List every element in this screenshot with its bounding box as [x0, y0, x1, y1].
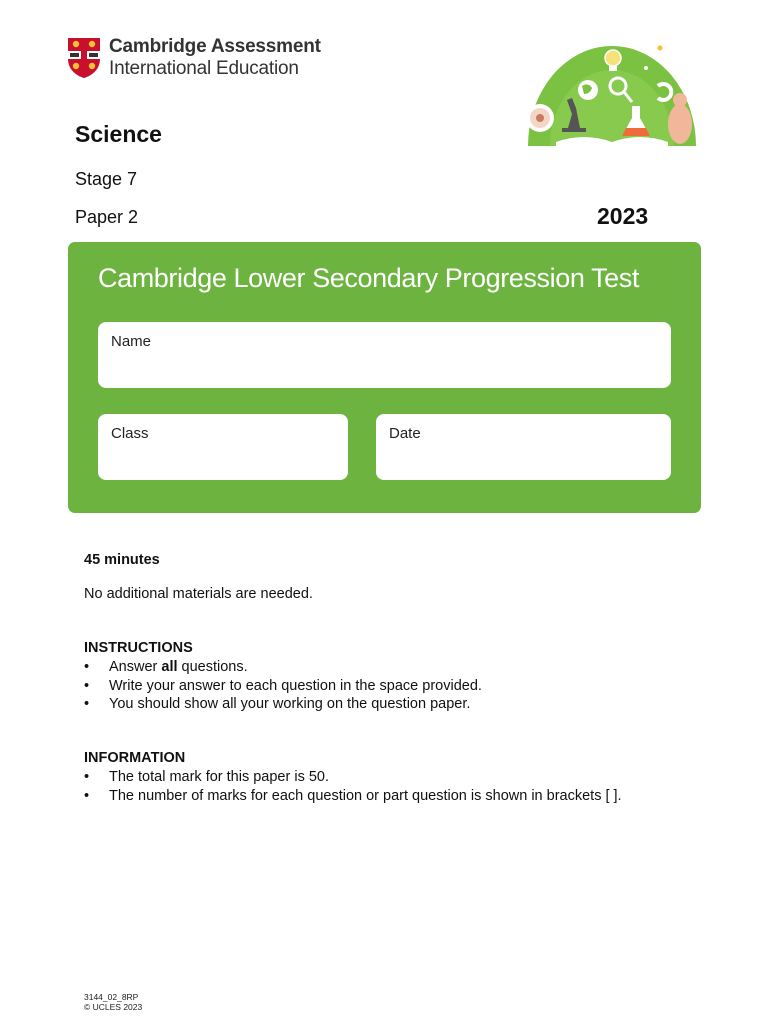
panel-title: Cambridge Lower Secondary Progression Test [98, 263, 639, 293]
instruction-1-pre: Answer [109, 659, 162, 675]
test-details-panel [68, 242, 701, 513]
science-illustration-icon [520, 28, 704, 150]
instruction-item-3: • You should show all your working on the question paper. [84, 695, 482, 714]
instructions-heading: INSTRUCTIONS [84, 640, 193, 656]
copyright: © UCLES 2023 [84, 1002, 143, 1012]
date-label: Date [389, 425, 421, 442]
year-label: 2023 [597, 203, 649, 229]
information-list [84, 768, 622, 805]
name-field[interactable] [98, 322, 671, 388]
class-label: Class [111, 425, 149, 442]
instruction-1-post: questions. [177, 659, 248, 675]
materials-text: No additional materials are needed. [84, 586, 313, 602]
paper-label: Paper 2 [75, 207, 139, 227]
cambridge-shield-icon [67, 37, 101, 79]
information-item-2: • The number of marks for each question or part question is shown in brackets [ ]. [84, 787, 622, 806]
information-heading: INFORMATION [84, 750, 186, 766]
logo-line-1: Cambridge Assessment [109, 36, 321, 57]
date-field[interactable] [376, 414, 671, 480]
instruction-item-2: • Write your answer to each question in the space provided. [84, 677, 482, 696]
logo-line-2: International Education [109, 58, 299, 79]
information-item-1: • The total mark for this paper is 50. [84, 768, 622, 787]
class-field[interactable] [98, 414, 348, 480]
instruction-1-bold: all [161, 659, 178, 675]
document-code: 3144_02_8RP [84, 992, 139, 1002]
instruction-item-1 [84, 658, 482, 677]
cambridge-logo [67, 36, 327, 84]
instructions-list [84, 658, 482, 714]
stage-label: Stage 7 [75, 169, 138, 189]
subject-title: Science [75, 121, 162, 147]
footer [84, 992, 142, 1012]
name-label: Name [111, 333, 152, 350]
duration-text: 45 minutes [84, 552, 160, 568]
